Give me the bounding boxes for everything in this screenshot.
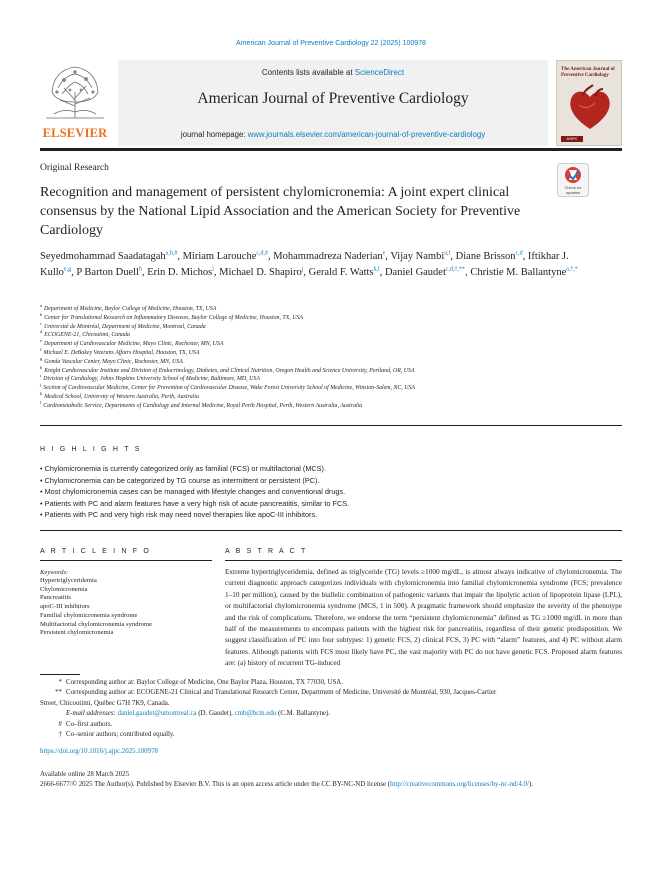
journal-title: American Journal of Preventive Cardiology	[197, 90, 469, 107]
author-name[interactable]: Diane Brisson	[455, 251, 516, 262]
affiliation-text: Center for Translational Research on Inflammatory Diseases, Baylor College of Medicine, Houston, TX, USA	[44, 314, 304, 321]
author-affiliation-marks[interactable]: j	[301, 266, 304, 272]
section-rule	[40, 530, 622, 531]
author-affiliation-marks[interactable]: e	[382, 250, 386, 257]
article-info-heading: A R T I C L E I N F O	[40, 548, 152, 555]
available-online: Available online 28 March 2025	[40, 771, 130, 778]
crossmark-label: Check for	[564, 185, 582, 190]
abstract-heading: A B S T R A C T	[225, 548, 308, 555]
highlight-item: • Patients with PC and alarm features have a very high risk of acute pancreatitis, similar to FCS.	[40, 498, 600, 510]
affiliation-key: b	[40, 311, 43, 317]
sciencedirect-link[interactable]: ScienceDirect	[354, 68, 405, 77]
highlights-heading: H I G H L I G H T S	[40, 446, 142, 453]
affiliation-item	[40, 311, 600, 323]
affiliation-item	[40, 305, 600, 314]
affiliation-item	[40, 331, 600, 340]
author-name[interactable]: Gerald F. Watts	[308, 266, 374, 278]
highlight-item: • Patients with PC and very high risk may need novel therapies like apoC-III inhibitors.	[40, 509, 600, 521]
affiliation-item	[40, 340, 600, 349]
elsevier-wordmark: ELSEVIER	[42, 126, 108, 140]
affiliation-item	[40, 349, 600, 358]
license-prefix: 2666-6677/© 2025 The Author(s). Published by Elsevier B.V. This is an open access article under the CC BY-NC-ND license (	[40, 781, 391, 789]
affiliation-key: l	[40, 399, 42, 405]
affiliation-key: j	[40, 382, 42, 388]
affiliation-text: Michael E. DeBakey Veterans Affairs Hospital, Houston, TX, USA	[43, 349, 200, 356]
footnote-emails	[40, 709, 622, 719]
highlights-list	[40, 463, 600, 521]
author-affiliation-marks[interactable]: i	[212, 266, 214, 272]
author-affiliation-marks[interactable]: a,b,#	[165, 250, 178, 257]
keyword-item[interactable]: Chylomicronemia	[40, 585, 88, 593]
email-name-gaudet: (D. Gaudet),	[196, 710, 235, 718]
footnote-cosenior	[40, 730, 622, 740]
affiliation-item	[40, 393, 600, 402]
author-name[interactable]: Vijay Nambi	[390, 251, 445, 262]
keyword-item[interactable]: Pancreatitis	[40, 594, 71, 602]
affiliation-item	[40, 355, 600, 367]
license-line	[40, 780, 622, 790]
affiliation-item	[40, 364, 600, 379]
footnote-text: Corresponding author at: ECOGENE-21 Clinical and Translational Research Center, Department of Medicine, Université de Montréal, 930, Jacques-Cartier	[66, 689, 497, 697]
affiliation-item	[40, 399, 600, 411]
email-link-gaudet[interactable]: daniel.gaudet@umontreal.ca	[117, 710, 197, 718]
footnote-rule	[40, 674, 80, 675]
affiliation-item	[40, 375, 600, 384]
cover-title: The American Journal of Preventive Cardiology	[561, 67, 615, 78]
affiliation-text: Université de Montréal, Department of Medicine, Montreal, Canada	[44, 323, 206, 330]
crossmark-label-2: updates	[565, 190, 581, 195]
affiliation-item	[40, 320, 600, 335]
footnote-corresponding-1	[40, 678, 622, 688]
journal-banner	[118, 60, 548, 146]
keywords-label: Keywords:	[40, 569, 69, 576]
keyword-item[interactable]: apoC-III inhibitors	[40, 603, 90, 611]
article-type: Original Research	[40, 163, 109, 173]
author-affiliation-marks[interactable]: c,d,†,**	[445, 266, 466, 272]
heart-icon	[565, 83, 615, 133]
email-link-ballantyne[interactable]: cmb@bcm.edu	[234, 710, 277, 718]
author-affiliation-marks[interactable]: c,d	[515, 250, 523, 257]
article-info-rule	[40, 560, 212, 561]
homepage-line	[118, 130, 548, 139]
author-affiliation-marks[interactable]: c,d,#	[256, 250, 269, 257]
affiliation-text: Knight Cardiovascular Institute and Division of Endocrinology, Diabetes, and Clinical Nutrition, Oregon Health and Science University, Portland, OR, USA	[44, 367, 415, 374]
affiliation-key: k	[40, 391, 43, 396]
affiliation-text: ECOGENE-21, Chicoutimi, Canada	[44, 332, 130, 339]
author-affiliation-marks[interactable]: e,g	[63, 266, 72, 272]
author-affiliation-marks[interactable]: h	[138, 266, 142, 272]
keyword-item[interactable]: Hypertriglyceridemia	[40, 577, 97, 584]
abstract-text: Extreme hypertriglyceridemia, defined as triglyceride (TG) levels ≥1000 mg/dL, is almost always indicative of chylomicronemia. The current diagnostic approach categorizes individuals with chylomicronemia into familial chylomicronemia syndrome (FCS; prevalence 1–10 per million), caused by the biallelic combination of pathogenic variants that impair the lipolytic action of lipoprotein lipase (LPL), or multifactorial chylomicronemia syndrome (MCS, 1 in 500). A pragmatic framework should emphasize the severity of the phenotype and the risk of complications. Therefore, we endorse the term “persistent chylomicronemia” defined as TG ≥1000 mg/dL in more than half of the measurements to encompass patients with the highest risk for pancreatitis, regardless of their genetic predisposition. We suggest classification of PC into four subtypes: 1) genetic FCS, 2) clinical FCS, 3) PC with “alarm” features, and 4) PC without alarm features. Although patients with FCS most likely have PC, the vast majority with PC do not have genetic FCS. Proposed alarm features are: (a) history of recurrent TG-induced	[225, 568, 622, 668]
affiliation-text: Department of Medicine, Baylor College of Medicine, Houston, TX, USA	[44, 306, 217, 312]
elsevier-logo[interactable]	[40, 60, 110, 146]
cover-badge: ASPC	[561, 136, 583, 142]
author-affiliation-marks[interactable]: a,†,*	[566, 266, 578, 272]
author-affiliation-marks[interactable]: a,f	[444, 250, 451, 257]
affiliation-key: f	[40, 347, 42, 353]
article-title: Recognition and management of persistent chylomicronemia: A joint expert clinical consensus by the National Lipid Association and the American Society for Preventive Cardiology	[40, 185, 521, 238]
footnote-text: Corresponding author at: Baylor College of Medicine, One Baylor Plaza, Houston, TX 77030, USA.	[66, 679, 343, 686]
footnote-corresponding-2-cont: Street, Chicoutimi, Québec G7H 7K9, Canada.	[40, 699, 170, 707]
footnotes	[40, 678, 622, 740]
journal-cover-thumbnail[interactable]	[556, 60, 622, 146]
footnote-mark: †	[58, 731, 62, 739]
affiliation-key: c	[40, 320, 42, 326]
email-label: E-mail addresses:	[66, 710, 116, 718]
doi-link[interactable]: https://doi.org/10.1016/j.ajpc.2025.100978	[40, 748, 158, 755]
author-list: Seyedmohammad Saadatagah$^{a,b,\#}$, Miriam Larouche$^{c,d,\#}$, Mohammadreza Naderian$^e$, Vijay Nambi$^{a,f}$, Diane Brisson$^{c,d}$, Iftikhar J. Kullo$^{e,g}$, P Barton Duell$^h$, Erin D. Michos$^i$, Michael D. Shapiro$^j$, Gerald F. Watts$^{k,l}$, Daniel Gaudet$^{c,d,\dagger,**}$, Christie M. Ballantyne$^{a,\dagger,*}$	[40, 250, 578, 278]
keyword-item[interactable]: Multifactorial chylomicronemia syndrome	[40, 620, 153, 628]
email-name-ballantyne: (C.M. Ballantyne).	[276, 710, 331, 718]
affiliation-key: e	[40, 338, 42, 344]
author-name[interactable]: Daniel Gaudet	[384, 266, 446, 278]
affiliation-key: d	[40, 329, 43, 335]
contents-line	[118, 68, 548, 77]
author-name[interactable]: Michael D. Shapiro	[219, 266, 302, 278]
affiliation-text: Division of Cardiology, Johns Hopkins University School of Medicine, Baltimore, MD, USA	[43, 376, 260, 383]
publication-info	[40, 770, 622, 790]
elsevier-tree-icon	[44, 62, 106, 120]
footnote-text: Co–first authors.	[66, 720, 113, 728]
masthead	[40, 60, 622, 146]
keyword-item[interactable]: Familial chylomicronemia syndrome	[40, 611, 138, 619]
author-name[interactable]: Seyedmohammad Saadatagah	[40, 251, 166, 262]
abstract-rule	[225, 560, 622, 561]
footnote-mark: *	[58, 679, 62, 686]
affiliation-text: Gonda Vascular Center, Mayo Clinic, Rochester, MN, USA	[44, 358, 183, 365]
highlight-item: • Chylomicronemia can be categorized by TG course as intermittent or persistent (PC).	[40, 475, 600, 487]
author-name[interactable]: Mohammadreza Naderian	[273, 251, 383, 262]
affiliation-text: Department of Cardiovascular Medicine, Mayo Clinic, Rochester, MN, USA	[44, 341, 224, 348]
affiliation-key: a	[40, 303, 42, 309]
highlight-item: • Most chylomicronemia cases can be managed with lifestyle changes and conventional drugs.	[40, 486, 600, 498]
keyword-item[interactable]: Persistent chylomicronemia	[40, 629, 114, 637]
journal-homepage-link[interactable]: www.journals.elsevier.com/american-journal-of-preventive-cardiology	[247, 130, 486, 139]
license-link[interactable]: http://creativecommons.org/licenses/by-nc-nd/4.0/	[390, 781, 529, 789]
highlight-item: • Chylomicronemia is currently categorized only as familial (FCS) or multifactorial (MCS).	[40, 463, 600, 475]
affiliation-key: i	[40, 373, 42, 379]
journal-citation-link[interactable]: American Journal of Preventive Cardiology 22 (2025) 100978	[236, 40, 426, 47]
footnote-cofirst	[40, 720, 622, 730]
contents-prefix: Contents lists available at	[261, 68, 355, 77]
keywords-list	[40, 577, 215, 638]
footnote-mark: **	[55, 689, 62, 697]
author-affiliation-marks[interactable]: k,l	[373, 266, 380, 272]
crossmark-check-for-updates-icon[interactable]	[557, 163, 589, 197]
section-rule	[40, 425, 622, 426]
footnote-text: Co–senior authors; contributed equally.	[66, 731, 175, 739]
author-name[interactable]: Christie M. Ballantyne	[470, 266, 567, 278]
affiliation-list	[40, 305, 600, 411]
author-name[interactable]: P Barton Duell	[76, 266, 139, 278]
author-name[interactable]: Erin D. Michos	[147, 266, 213, 278]
footnote-corresponding-2	[40, 688, 622, 698]
masthead-rule	[40, 148, 622, 151]
affiliation-key: g	[40, 355, 43, 361]
affiliation-text: Medical School, University of Western Australia, Perth, Australia	[44, 393, 199, 400]
author-name[interactable]: Iftikhar J. Kullo	[40, 251, 569, 278]
affiliation-text: Cardiometabolic Service, Departments of Cardiology and Internal Medicine, Royal Perth Hospital, Perth, Western Australia, Australia	[43, 402, 363, 409]
affiliation-item	[40, 384, 600, 393]
affiliation-text: Section of Cardiovascular Medicine, Center for Prevention of Cardiovascular Disease, Wake Forest University School of Medicine, Winston-Salem, NC, USA	[43, 385, 416, 392]
homepage-prefix: journal homepage:	[180, 130, 248, 139]
footnote-mark: #	[58, 720, 62, 728]
affiliation-key: h	[40, 364, 43, 370]
license-suffix: ).	[528, 781, 533, 789]
author-name[interactable]: Miriam Larouche	[182, 251, 257, 262]
